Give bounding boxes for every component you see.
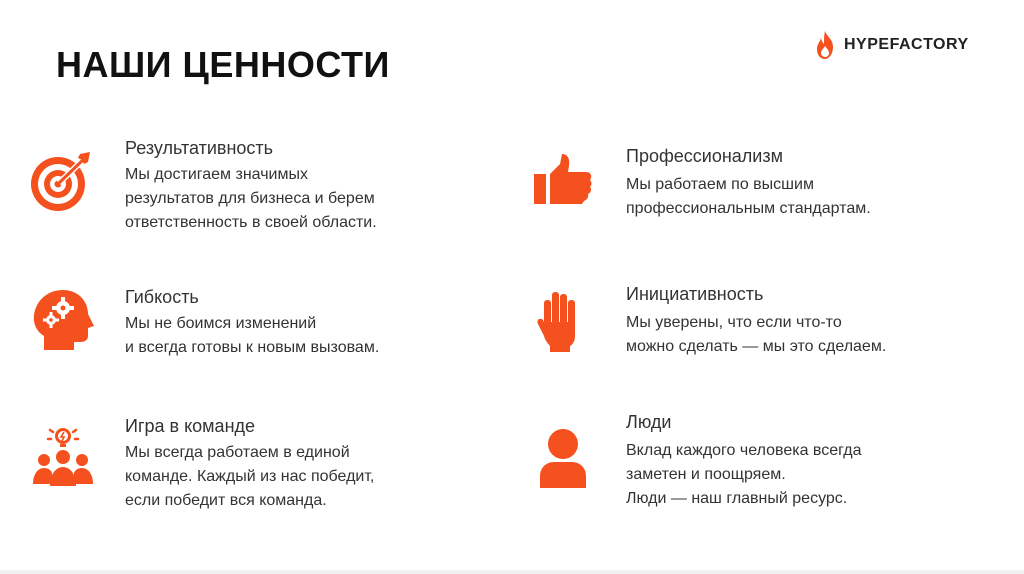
description-line: Мы работаем по высшим [626, 176, 814, 193]
description-line: Мы не боимся изменений [125, 315, 317, 332]
description-line: Мы всегда работаем в единой [125, 444, 350, 461]
value-heading: Люди [626, 412, 672, 432]
description-line: команде. Каждый из нас победит, [125, 468, 375, 485]
description-line: Вклад каждого человека всегда [626, 442, 862, 459]
thumbs-up-icon [530, 150, 596, 216]
value-description [125, 163, 377, 235]
value-heading: Инициативность [626, 284, 764, 304]
page-title: НАШИ ЦЕННОСТИ [56, 44, 390, 85]
description-line: заметен и поощряем. [626, 466, 786, 483]
description-line: результатов для бизнеса и берем [125, 190, 375, 207]
description-line: Люди — наш главный ресурс. [626, 490, 848, 507]
logo [812, 28, 969, 62]
target-icon [28, 150, 94, 216]
value-description [125, 312, 379, 360]
value-heading: Результативность [125, 138, 274, 158]
bottom-edge [0, 570, 1024, 574]
value-description [626, 173, 871, 221]
head-gears-icon [30, 286, 96, 352]
hand-icon [526, 288, 592, 354]
value-description [125, 441, 374, 513]
person-icon [530, 424, 596, 490]
value-heading: Гибкость [125, 287, 199, 307]
description-line: можно сделать — мы это сделаем. [626, 338, 887, 355]
value-heading: Профессионализм [626, 146, 783, 166]
description-line: ответственность в своей области. [125, 214, 377, 231]
description-line: Мы достигаем значимых [125, 166, 308, 183]
description-line: если победит вся команда. [125, 492, 327, 509]
team-idea-icon [30, 424, 96, 490]
description-line: Мы уверены, что если что-то [626, 314, 842, 331]
description-line: профессиональным стандартам. [626, 200, 871, 217]
logo-text: HYPEFACTORY [844, 36, 969, 53]
value-heading: Игра в команде [125, 416, 256, 436]
value-description [626, 439, 861, 511]
value-description [626, 311, 886, 359]
flame-icon [812, 29, 838, 61]
description-line: и всегда готовы к новым вызовам. [125, 339, 380, 356]
